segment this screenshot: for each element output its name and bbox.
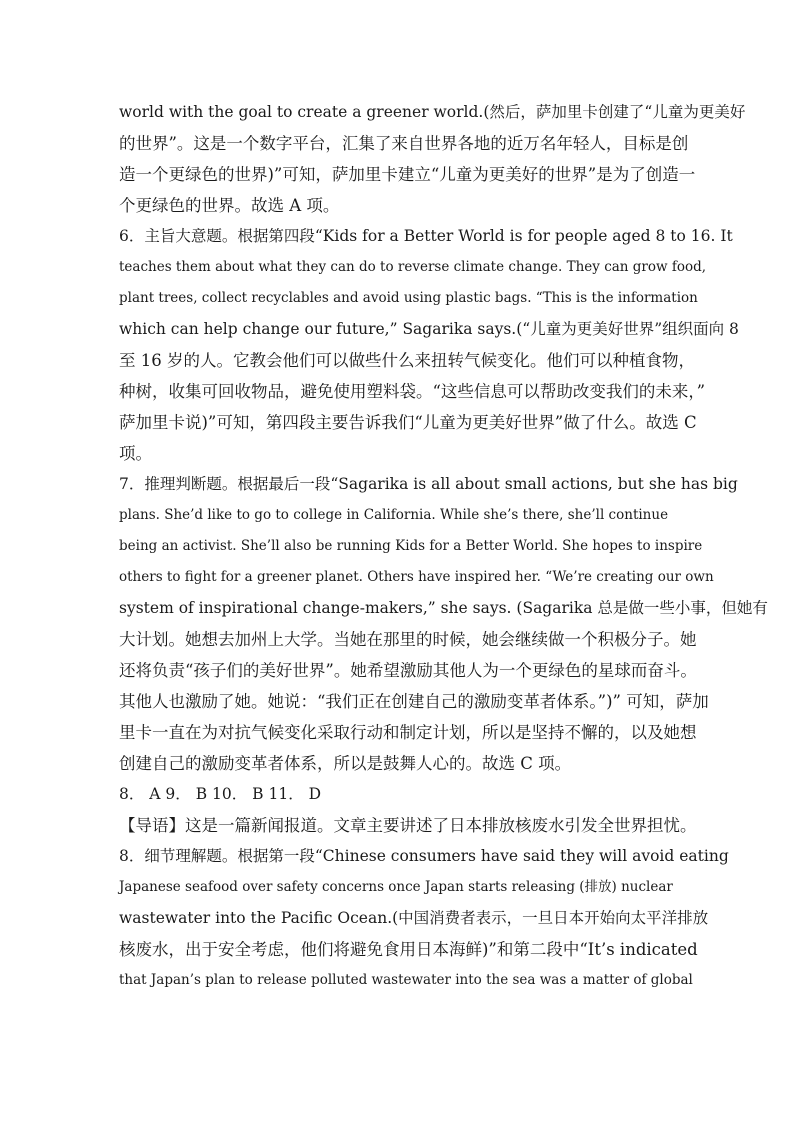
document-body: [119, 97, 768, 996]
text-line: 核废水，出于安全考虑，他们将避免食用日本海鲜)”和第二段中“It’s indicated: [119, 940, 698, 959]
text-line: others to fight for a greener planet. Others have inspired her. “We’re creating our own: [119, 569, 714, 585]
question-6-heading: 6．主旨大意题。根据第四段“Kids for a Better World is for people aged 8 to 16. It: [119, 227, 733, 245]
answer-key-line: 8． A 9． B 10． B 11． D: [119, 785, 322, 803]
text-line: plans. She’d like to go to college in California. While she’s there, she’ll continue: [119, 507, 669, 523]
text-line: 大计划。她想去加州上大学。当她在那里的时候，她会继续做一个积极分子。她: [119, 630, 697, 649]
text-line: 造一个更绿色的世界)”可知，萨加里卡建立“儿童为更美好的世界”是为了创造一: [119, 165, 696, 184]
text-line: 其他人也激励了她。她说：“我们正在创建自己的激励变革者体系。”)” 可知，萨加: [119, 692, 709, 711]
text-line: system of inspirational change-makers,” she says. (Sagarika 总是做一些小事，但她有: [119, 599, 768, 617]
question-7-heading: 7．推理判断题。根据最后一段“Sagarika is all about small actions, but she has big: [119, 475, 738, 493]
text-line: 个更绿色的世界。故选 A 项。: [119, 196, 340, 215]
question-8-heading: 8．细节理解题。根据第一段“Chinese consumers have said they will avoid eating: [119, 847, 729, 865]
text-line: plant trees, collect recyclables and avoid using plastic bags. “This is the information: [119, 290, 698, 306]
guide-intro: 【导语】这是一篇新闻报道。文章主要讲述了日本排放核废水引发全世界担忧。: [119, 816, 697, 835]
text-line: 还将负责“孩子们的美好世界”。她希望激励其他人为一个更绿色的星球而奋斗。: [119, 661, 697, 680]
text-line: 至 16 岁的人。它教会他们可以做些什么来扭转气候变化。他们可以种植食物，: [119, 351, 695, 370]
text-line: 种树，收集可回收物品，避免使用塑料袋。“这些信息可以帮助改变我们的未来，”: [119, 382, 706, 401]
text-line: which can help change our future,” Sagarika says.(“儿童为更美好世界”组织面向 8: [119, 320, 739, 338]
text-line: 的世界”。这是一个数字平台，汇集了来自世界各地的近万名年轻人，目标是创: [119, 134, 689, 153]
text-line: teaches them about what they can do to reverse climate change. They can grow food,: [119, 259, 707, 275]
text-line: 萨加里卡说)”可知，第四段主要告诉我们“儿童为更美好世界”做了什么。故选 C: [119, 413, 697, 432]
text-line: 项。: [119, 444, 152, 463]
text-line: that Japan’s plan to release polluted wastewater into the sea was a matter of global: [119, 972, 693, 988]
text-line: being an activist. She’ll also be running Kids for a Better World. She hopes to inspire: [119, 538, 703, 554]
text-line: 创建自己的激励变革者体系，所以是鼓舞人心的。故选 C 项。: [119, 754, 572, 773]
text-line: Japanese seafood over safety concerns once Japan starts releasing (排放) nuclear: [119, 879, 673, 895]
text-line: 里卡一直在为对抗气候变化采取行动和制定计划，所以是坚持不懈的，以及她想: [119, 723, 697, 742]
text-line: wastewater into the Pacific Ocean.(中国消费者表示，一旦日本开始向太平洋排放: [119, 909, 709, 927]
text-line: world with the goal to create a greener world.(然后，萨加里卡创建了“儿童为更美好: [119, 103, 746, 121]
